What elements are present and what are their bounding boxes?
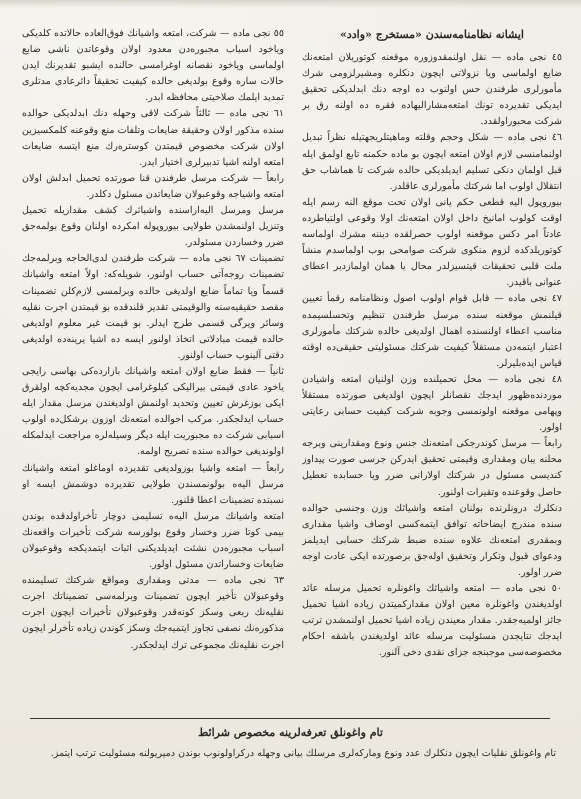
paragraph: دنکلرك درونلرنده بولنان امتعه واشیاثك وزن وجنسی حوالده سنده مندرج ایضاحاته توافق ایتمه‌کسی اوصاف واشیا مقداری وبمقدری امتعه‌نك علاوه سنده ضبط شرکتك حسابی ایدیلمز ودعوای قبول وتکرار وتحقیق اوله‌جق برصورتده ایکی عادت اوجه ضرر اولور. xyxy=(302,502,562,578)
paragraph: مرسل ومرسل الیه‌اراسنده واشیاثرك کشف مقداریله تحمیل وتنزیل اولنمشدن طولایی بیوروپوله امکرده اولنان وقوع بولمه‌جق ضرر وخساردن مسئولدر. xyxy=(22,205,284,249)
paragraph: تضمینات ٦٧ نجی ماده — شرکت طرفندن لدی‌الحاجه وبرلمه‌جك تضمینات روجه‌آتی حساب اولنور، شویله‌که: اولاً امتعه واشیانك قسماً ویا تماماً ضایع اولدیغی حالده وبرلمسی لازم‌کلن تضمینات مقصد حقیقیه‌سنه والوقیمتی تقدیر قلندقده بو قیمتدن اجرت نقلیه وسائر ویرگی قسمی طرح ایدلر. بو قیمت غیر معلوم اولدیغی حالده قیمت مبادلاتی اتخاذ اولنور ایسه ده اشیا یرینه‌ده اولدیغی دقتی آلینوب حساب اولنور. xyxy=(22,253,284,361)
right-column-heading: ایشانه نظامنامه‌سندن «مستخرج «وادد» xyxy=(340,28,524,41)
paragraph: ٦١ نجی ماده — ثالثاً شرکت لاقی وجهله دنك ابدلدیکی حوالده سنده مذکور اولان وحقیقة ضایعات وتلفات منع وقوعنه کلمکسیزین اولان شرکت مخصوص قیمتدن کوستره‌رك منع ایتسه ضایعات امتعه اولنه اشیا تدبیرلری اختیار ایدر. xyxy=(22,108,284,168)
paper-edge xyxy=(0,0,581,8)
paragraph: امتعه واشیانك مرسل الیه‌ه تسلیمی دوچار تأخراولدقده بوندن بیمی کوتا ضرر وخسار وقوع بولورسه شرکت تأخیرات واقعه‌نك اسباب مجبوره‌دن نشئت ایدیلدیکنی اثبات ایتمدیکجه وقوعبولان ضایعات وخساراتدن مسئول اولور. xyxy=(22,510,284,571)
paragraph: ٤٧ نجی ماده — قابل قوام اولوب اصول ونظامنامه رقمأ تعیین قیلنمش موقعنه سنده مرسل طرفندن تنظیم وتحسلسیمده مناسب اعطاء اولنسنده اهمال اولدیغی حالده شرکتك مأمورلری اعتبار ایتمه‌دن مستقلاً کیفیت شرکتك مسئولیتی حقیقی‌ده اوقته قیاس ایده‌بلیرلر. xyxy=(302,293,562,369)
paragraph: رابعاً — امتعه واشیا بوزولدیغی تقدیرده اوماغلو امتعه واشیانك مرسل الیه‌ه بولونمسندن طولایی تقدیرده دوشمش ایسه او نسبتده تضمینات اعطا قلنور. xyxy=(22,462,284,506)
paragraph: بیوروپول الیه قطعی حکم یانی اولان تحت موقع النه رسم ایله اوقت کولوب امانیخ داخل اولان امتعه‌نك اولا وقوعی اولتیاطرده عادتاً امر دکس موقعنه اولوب حصرلقده دیننه مشرك اولماسه کوتوریلدکده لزوم منکوی شرکت صوامحی بوب اولماسدم منشاً ملت قلبی تحقیقات قیتسیزلدر محال یا همان اولمازدیر اعطای عنوانی باقیدر. xyxy=(302,196,562,289)
section-divider xyxy=(30,718,550,719)
paragraph: رابعاً — شرکت مرسل طرفندن قنا صورتده تحمیل ابدلش اولان امتعه واشیاجه وقوعبولان ضایعاتدن مسئول دکلدر. xyxy=(22,172,284,200)
paragraph: ثانیاً — فقط ضایع اولان امتعه واشیانك بازارده‌کی بهاسی رایجی یاخود عادی قیمتی بیرالیکی کیلوغرامی ایچون مجدیه‌کچه اولقرق ایکی بوزغرش تعیین وتحدید اولنمش اولدیغندن مرسل مقدار ایله حساب ایدلجکدر. مرکب احوالده امتعه‌نك اوزون برشکل‌ده اولوب اسبابی شرکت ده مجبوریت ایله دیگر وسیله‌لره مراجعت ایدلمکله اولوندیغی حوالده سنده تصریح اولمه. xyxy=(22,365,284,458)
paragraph: رابعاً — مرسل کوندرجکی امتعه‌نك جنس ونوع ومقدارینی وبرجه محلنه یبان ومقداری وقیمتی تحقیق ایدرکن جرسی صورت پیداوز کندیسی مسئول در شرکتك اولارانی ضرر ویا حسابده تعطیل حاصل وقوعنده وتقیرات اولنور. xyxy=(302,438,562,498)
left-column xyxy=(22,26,284,710)
section-title: تام واغونلق تعرفه‌لرینه مخصوص شرائط xyxy=(198,726,383,739)
right-column xyxy=(302,26,562,710)
paragraph: ٤٥ نجی ماده — نقل اولنمقدوزوره موقعنه کوتوریلان امتعه‌نك ضایع اولماسی ویا نزولاتی ایچون دنکلره ومشیرلزومی شرك مأمورلری طرفندن حس اولنوب ده اوجه دنك ابدلدیکی تحقیق ایدیکی تقدیرده تونك امتعه‌مشارالیهاده فقره ده اولنه رق بر شرکت محبوراولقدد. xyxy=(302,52,562,128)
paragraph: ٥٥ نجی ماده — شرکت، امتعه واشیانك فوق‌العاده حالاتده کلدیکی ویاخود اسباب مجبوره‌دن معدود اولان وقوعاتدن ناشی ضایع اولماسی ویاخود نقصانه اوغرامسی حالنده ایشبو تقدیرنك ایدن حالات ساره وقوع بولدیغی حالده کیفیت تحقیقاً دائرعادی مدتلری تمدید ایلمك صلاحیتی محافظه ابدر. xyxy=(22,28,284,104)
paragraph: ٤٦ نجی ماده — شکل وحجم وقلته وماهیتلریجهتیله نظراً تبدیل اولنمامنسی لازم اولان امتعه‌ ایچون بو ماده حکمنه تابع اولمق ایله قبل اولمان دنکی تسلیم ایدیلدیکی حالده شرکت تا هماشاب حق انتقلال اولوب اما شرکتك مأمورلری عاقلدر. xyxy=(302,132,562,192)
paragraph: ٤٨ نجی ماده — محل تحمیلنده وزن اولنیان امتعه واشیادن موردنده‌ظهور ایدجك نقصانلر ایچون اولدیغی صورتده مستقلاً وپهامی موقعنه اولونمسی وجوبه شرکت کیفیت حسابی رعایتی اولور. xyxy=(302,373,562,434)
paragraph: ٥٠ نجی ماده — امتعه واشیاثك واغونلره تحمیل مرسله عائد اولدیغندن واغونلره معین اولان مقدارکمیتدن زیاده اشیا تحمیل جائز اولمیه‌جقدر. مقدار معیندن زیاده اشیا تحمیل اولنمشدن ترتب ایدجك نتایجدن مسئولیت مرسله عائد اولدیغندن باشقه احکام مخصوصه‌سی موجبنجه جزای نقدی دخی آلنور. xyxy=(302,583,562,659)
paragraph: ٦٣ نجی ماده — مدتی ومقداری ومواقع شرکتك تسلیمنده وقوعبولان تأخیر ایچون تضمینات وبرلمه‌سی تضمیناتك اجرت نقلیه‌نك ربعی وسکز کونه‌قدر وقوعبولان تأخیرات ایچون اجرت مذکوره‌نك نصفی تجاوز ایتمیه‌جك وسکز کوندن زیاده تأخرلر ایچون اجرت نقلیه‌نك مجموعی ترك ایدلجکدر. xyxy=(22,575,284,651)
footer-paragraph: تام واغونلق نقلیات ایچون دنکلرك عدد ونوع وماركه‌لری مرسلك بیانی وجهله دركراولونوب بوندن دمیریولنه مسئولیت ترتب ایتمز. xyxy=(50,748,556,759)
